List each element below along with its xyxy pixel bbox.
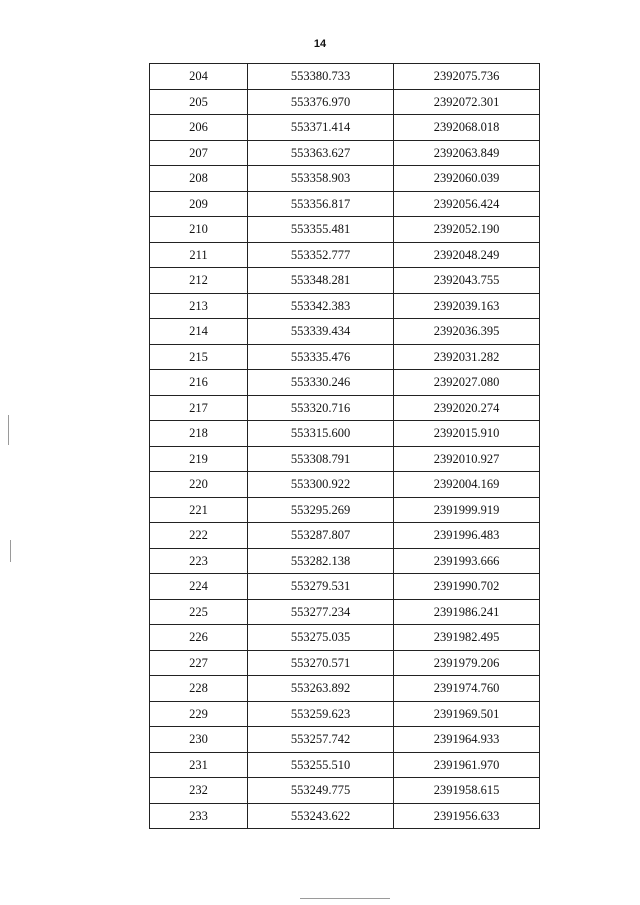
coordinates-table xyxy=(149,63,540,829)
table-row xyxy=(150,599,540,625)
table-row xyxy=(150,395,540,421)
table-row xyxy=(150,344,540,370)
point-number-cell: 212 xyxy=(150,268,248,294)
table-row xyxy=(150,701,540,727)
y-coordinate-cell: 2392056.424 xyxy=(394,191,540,217)
table-row xyxy=(150,676,540,702)
scan-artifact-mark xyxy=(300,898,390,899)
x-coordinate-cell: 553279.531 xyxy=(248,574,394,600)
x-coordinate-cell: 553315.600 xyxy=(248,421,394,447)
point-number-cell: 217 xyxy=(150,395,248,421)
table-row xyxy=(150,497,540,523)
table-row xyxy=(150,421,540,447)
y-coordinate-cell: 2392020.274 xyxy=(394,395,540,421)
y-coordinate-cell: 2391996.483 xyxy=(394,523,540,549)
x-coordinate-cell: 553352.777 xyxy=(248,242,394,268)
y-coordinate-cell: 2391993.666 xyxy=(394,548,540,574)
x-coordinate-cell: 553295.269 xyxy=(248,497,394,523)
y-coordinate-cell: 2392027.080 xyxy=(394,370,540,396)
x-coordinate-cell: 553339.434 xyxy=(248,319,394,345)
x-coordinate-cell: 553270.571 xyxy=(248,650,394,676)
point-number-cell: 208 xyxy=(150,166,248,192)
y-coordinate-cell: 2392075.736 xyxy=(394,64,540,90)
table-row xyxy=(150,803,540,829)
table-row xyxy=(150,752,540,778)
x-coordinate-cell: 553287.807 xyxy=(248,523,394,549)
point-number-cell: 207 xyxy=(150,140,248,166)
table-row xyxy=(150,140,540,166)
y-coordinate-cell: 2391961.970 xyxy=(394,752,540,778)
point-number-cell: 218 xyxy=(150,421,248,447)
point-number-cell: 210 xyxy=(150,217,248,243)
point-number-cell: 233 xyxy=(150,803,248,829)
x-coordinate-cell: 553257.742 xyxy=(248,727,394,753)
point-number-cell: 215 xyxy=(150,344,248,370)
coordinates-table-body xyxy=(150,64,540,829)
x-coordinate-cell: 553300.922 xyxy=(248,472,394,498)
point-number-cell: 230 xyxy=(150,727,248,753)
x-coordinate-cell: 553348.281 xyxy=(248,268,394,294)
table-row xyxy=(150,268,540,294)
y-coordinate-cell: 2392048.249 xyxy=(394,242,540,268)
table-row xyxy=(150,166,540,192)
point-number-cell: 221 xyxy=(150,497,248,523)
y-coordinate-cell: 2391990.702 xyxy=(394,574,540,600)
y-coordinate-cell: 2391964.933 xyxy=(394,727,540,753)
point-number-cell: 226 xyxy=(150,625,248,651)
y-coordinate-cell: 2391958.615 xyxy=(394,778,540,804)
y-coordinate-cell: 2391979.206 xyxy=(394,650,540,676)
x-coordinate-cell: 553263.892 xyxy=(248,676,394,702)
x-coordinate-cell: 553243.622 xyxy=(248,803,394,829)
table-row xyxy=(150,191,540,217)
point-number-cell: 222 xyxy=(150,523,248,549)
x-coordinate-cell: 553330.246 xyxy=(248,370,394,396)
point-number-cell: 206 xyxy=(150,115,248,141)
table-row xyxy=(150,242,540,268)
point-number-cell: 204 xyxy=(150,64,248,90)
y-coordinate-cell: 2392063.849 xyxy=(394,140,540,166)
point-number-cell: 216 xyxy=(150,370,248,396)
point-number-cell: 205 xyxy=(150,89,248,115)
table-row xyxy=(150,727,540,753)
y-coordinate-cell: 2391956.633 xyxy=(394,803,540,829)
table-row xyxy=(150,446,540,472)
point-number-cell: 211 xyxy=(150,242,248,268)
table-row xyxy=(150,293,540,319)
page-number: 14 xyxy=(313,38,327,50)
point-number-cell: 228 xyxy=(150,676,248,702)
point-number-cell: 214 xyxy=(150,319,248,345)
x-coordinate-cell: 553371.414 xyxy=(248,115,394,141)
x-coordinate-cell: 553335.476 xyxy=(248,344,394,370)
x-coordinate-cell: 553355.481 xyxy=(248,217,394,243)
point-number-cell: 231 xyxy=(150,752,248,778)
table-row xyxy=(150,370,540,396)
point-number-cell: 220 xyxy=(150,472,248,498)
scan-artifact-mark xyxy=(8,415,9,445)
table-row xyxy=(150,650,540,676)
y-coordinate-cell: 2392072.301 xyxy=(394,89,540,115)
x-coordinate-cell: 553358.903 xyxy=(248,166,394,192)
scan-artifact-mark xyxy=(10,540,11,562)
table-row xyxy=(150,115,540,141)
x-coordinate-cell: 553275.035 xyxy=(248,625,394,651)
table-row xyxy=(150,89,540,115)
table-row xyxy=(150,574,540,600)
point-number-cell: 219 xyxy=(150,446,248,472)
point-number-cell: 223 xyxy=(150,548,248,574)
table-row xyxy=(150,64,540,90)
table-row xyxy=(150,778,540,804)
table-row xyxy=(150,548,540,574)
point-number-cell: 213 xyxy=(150,293,248,319)
y-coordinate-cell: 2392052.190 xyxy=(394,217,540,243)
y-coordinate-cell: 2391982.495 xyxy=(394,625,540,651)
point-number-cell: 225 xyxy=(150,599,248,625)
table-row xyxy=(150,319,540,345)
table-row xyxy=(150,472,540,498)
x-coordinate-cell: 553320.716 xyxy=(248,395,394,421)
y-coordinate-cell: 2392004.169 xyxy=(394,472,540,498)
point-number-cell: 227 xyxy=(150,650,248,676)
point-number-cell: 229 xyxy=(150,701,248,727)
y-coordinate-cell: 2391969.501 xyxy=(394,701,540,727)
y-coordinate-cell: 2392068.018 xyxy=(394,115,540,141)
point-number-cell: 224 xyxy=(150,574,248,600)
y-coordinate-cell: 2391986.241 xyxy=(394,599,540,625)
x-coordinate-cell: 553356.817 xyxy=(248,191,394,217)
x-coordinate-cell: 553282.138 xyxy=(248,548,394,574)
x-coordinate-cell: 553308.791 xyxy=(248,446,394,472)
x-coordinate-cell: 553249.775 xyxy=(248,778,394,804)
y-coordinate-cell: 2392015.910 xyxy=(394,421,540,447)
x-coordinate-cell: 553363.627 xyxy=(248,140,394,166)
y-coordinate-cell: 2392031.282 xyxy=(394,344,540,370)
x-coordinate-cell: 553376.970 xyxy=(248,89,394,115)
point-number-cell: 209 xyxy=(150,191,248,217)
table-row xyxy=(150,625,540,651)
y-coordinate-cell: 2392010.927 xyxy=(394,446,540,472)
x-coordinate-cell: 553255.510 xyxy=(248,752,394,778)
y-coordinate-cell: 2392039.163 xyxy=(394,293,540,319)
table-row xyxy=(150,217,540,243)
x-coordinate-cell: 553277.234 xyxy=(248,599,394,625)
table-row xyxy=(150,523,540,549)
x-coordinate-cell: 553259.623 xyxy=(248,701,394,727)
y-coordinate-cell: 2391999.919 xyxy=(394,497,540,523)
y-coordinate-cell: 2392060.039 xyxy=(394,166,540,192)
x-coordinate-cell: 553380.733 xyxy=(248,64,394,90)
y-coordinate-cell: 2392036.395 xyxy=(394,319,540,345)
y-coordinate-cell: 2392043.755 xyxy=(394,268,540,294)
y-coordinate-cell: 2391974.760 xyxy=(394,676,540,702)
x-coordinate-cell: 553342.383 xyxy=(248,293,394,319)
point-number-cell: 232 xyxy=(150,778,248,804)
